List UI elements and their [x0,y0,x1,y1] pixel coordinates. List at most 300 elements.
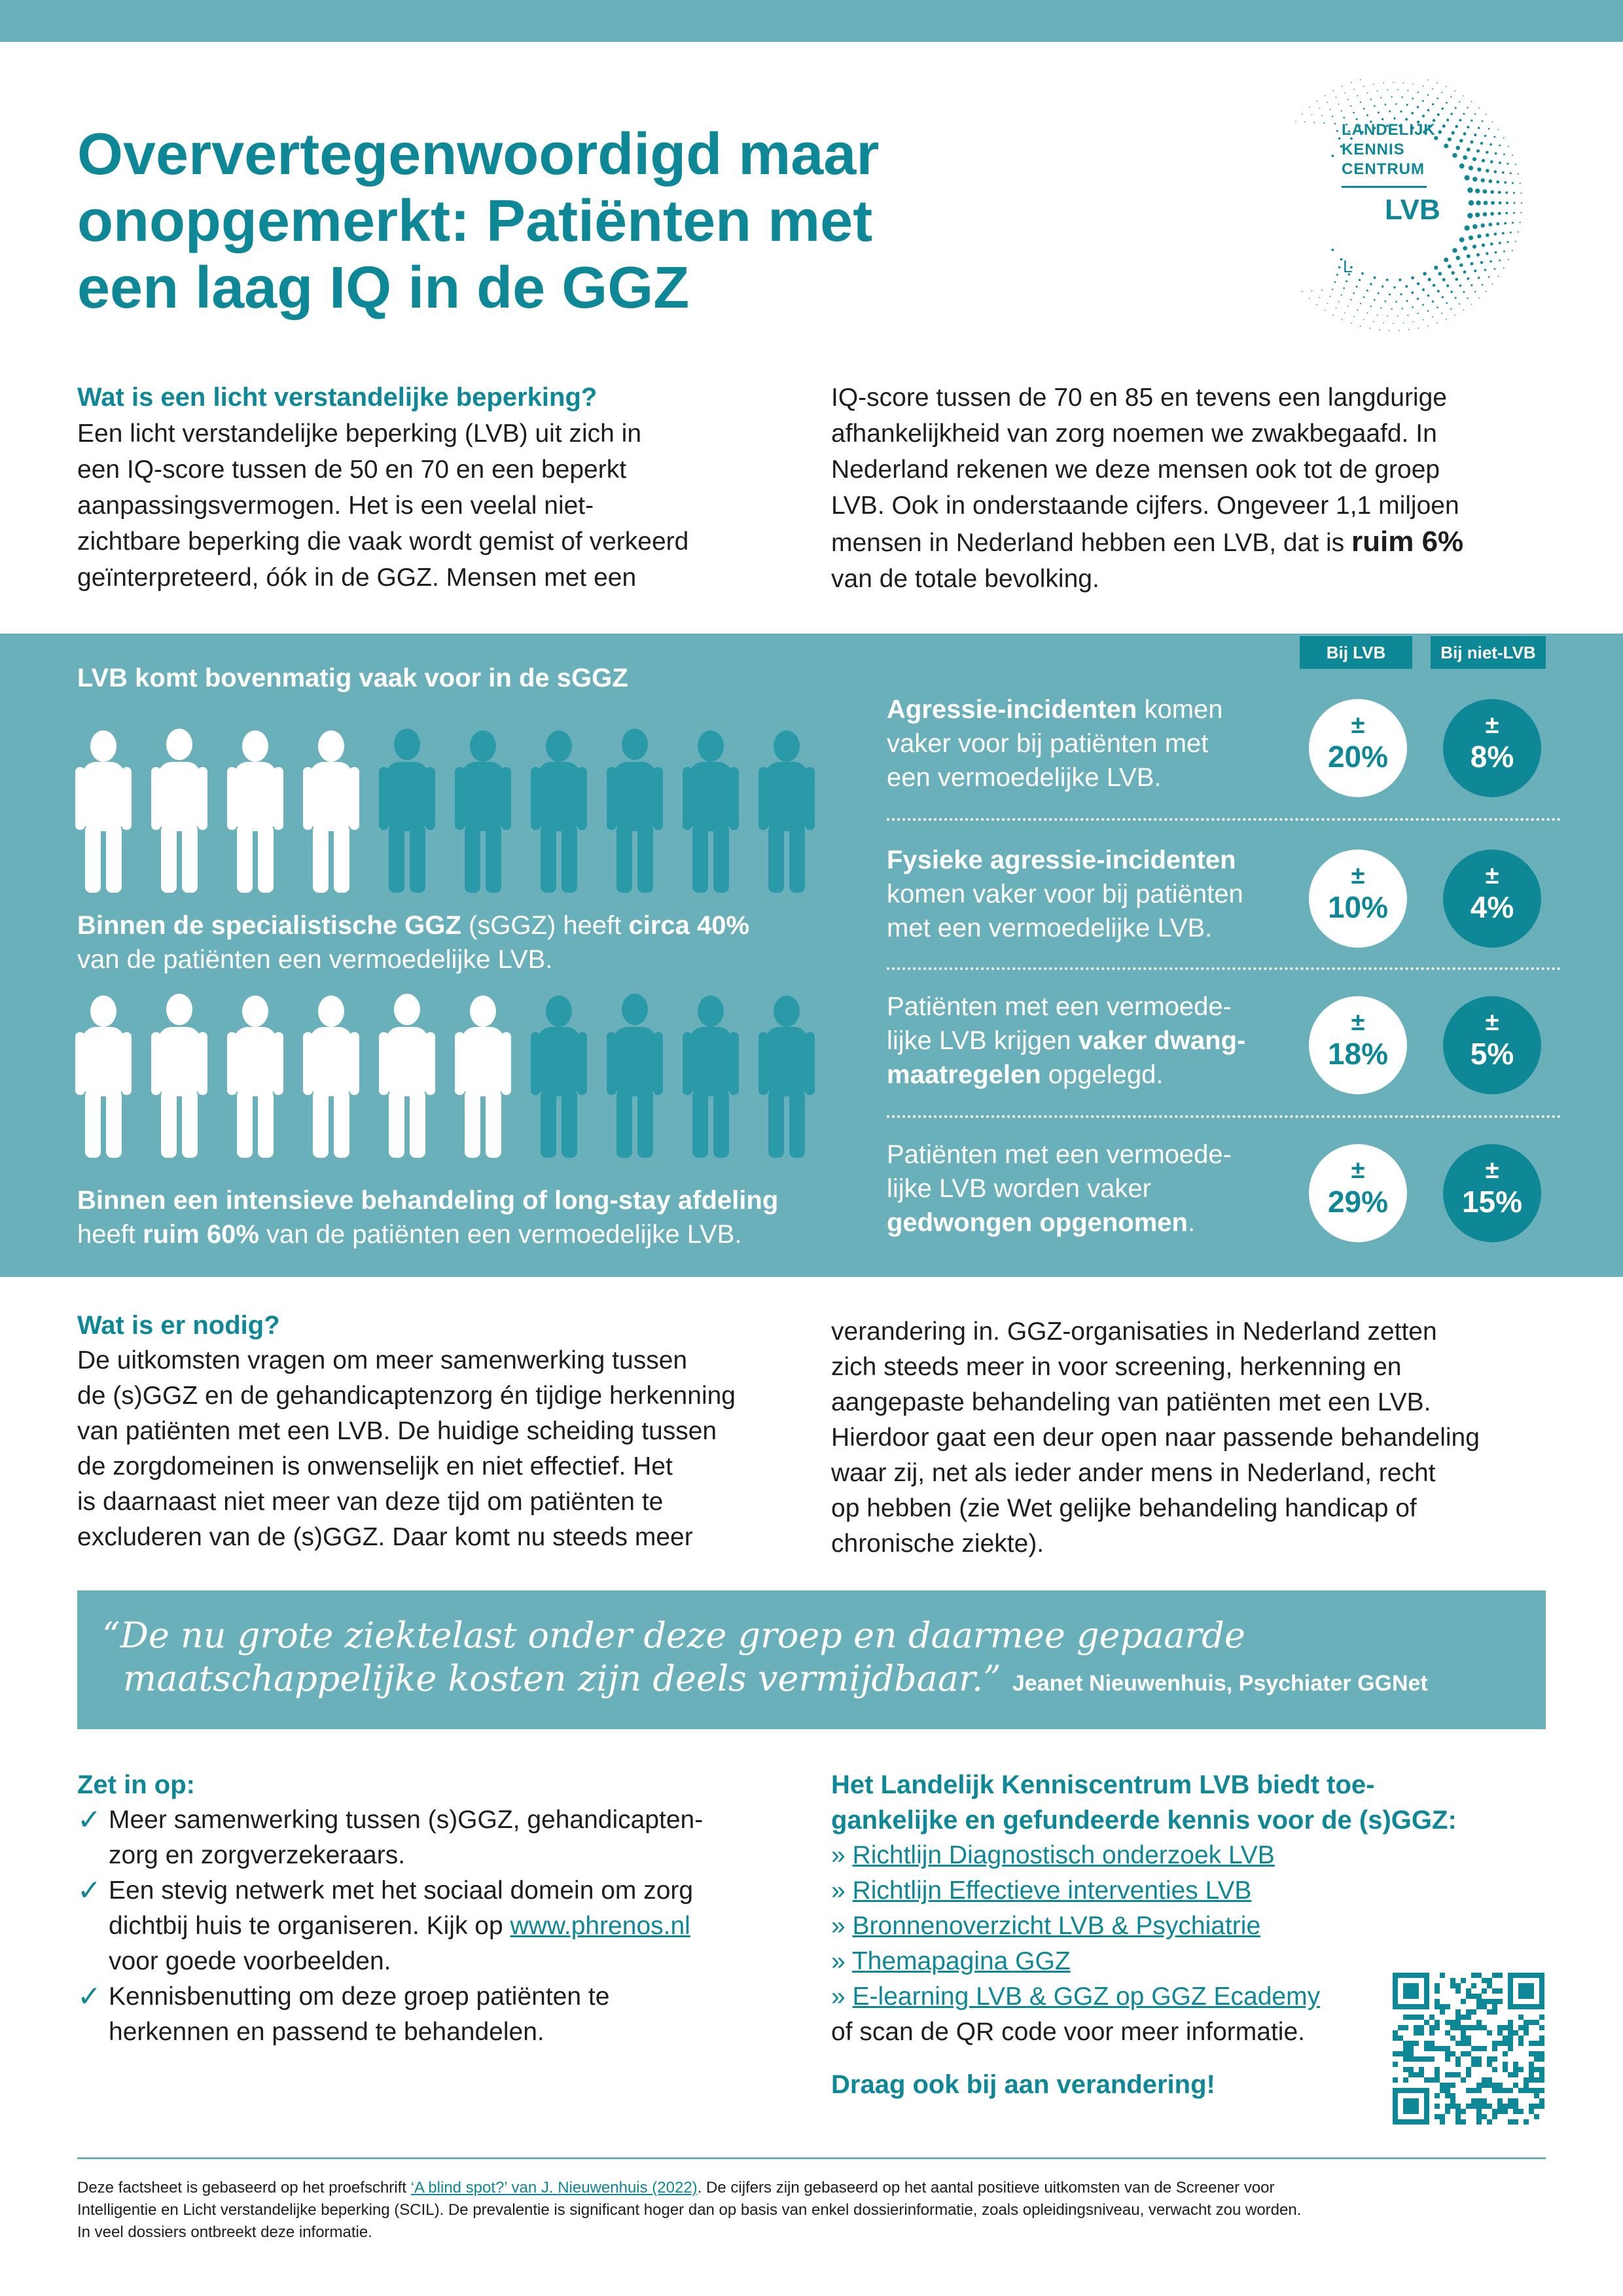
logo-dot [1405,285,1408,288]
logo-dot [1504,222,1507,224]
text-line: Hierdoor gaat een deur open naar passende behandeling [831,1424,1480,1452]
logo-dot [1333,90,1334,92]
logo-dot [1356,285,1358,287]
logo-dot [1478,277,1480,279]
logo-dot [1412,98,1414,99]
logo-dot [1423,86,1424,87]
text-line: de (s)GGZ en de gehandicaptenzorg én tijdige herkenning [77,1382,736,1410]
logo-dot [1427,310,1429,312]
logo-dot [1441,313,1442,314]
logo-dot [1387,315,1388,317]
logo-dot [1463,246,1467,251]
logo-dot [1482,120,1484,122]
logo-dot [1397,89,1399,90]
logo-dot [1382,285,1383,287]
logo-dot [1354,89,1355,90]
logo-dot [1446,302,1448,304]
logo-dot [1338,266,1340,268]
text-line: lijke LVB worden vaker [887,1174,1151,1203]
logo-dot [1363,319,1364,320]
logo-dot [1467,297,1468,298]
logo-dot [1513,192,1515,194]
logo-dot [1504,181,1507,184]
link-themapagina-ggz[interactable]: Themapagina GGZ [851,1947,1071,1975]
logo-dot [1336,308,1337,310]
dotted-divider [887,818,1561,821]
logo-dot [1385,103,1387,105]
logo-dot [1422,115,1425,117]
logo-dot [1492,121,1493,122]
logo-dot [1475,213,1480,217]
logo-dot [1427,295,1430,297]
link-richtlijn-interventies[interactable]: Richtlijn Effectieve interventies LVB [852,1876,1252,1905]
logo-dot [1515,241,1516,242]
logo-dot [1340,258,1343,260]
logo-dot [1459,285,1461,287]
logo-dot [1478,127,1480,129]
logo-dot [1478,107,1480,109]
logo-dot [1496,181,1499,184]
logo-dot [1498,129,1499,130]
link-richtlijn-diagnostisch[interactable]: Richtlijn Diagnostisch onderzoek LVB [852,1841,1275,1869]
logo-dot [1521,202,1522,204]
logo-dot [1374,299,1376,301]
logo-dot [1341,110,1342,111]
logo-dot [1438,272,1442,276]
logo-dot [1332,116,1333,117]
kc-link-item[interactable] [831,1838,1558,1873]
text-line: IQ-score tussen de 70 en 85 en tevens een langdurige [831,384,1447,412]
logo-dot [1361,272,1364,275]
logo-dot [1465,225,1470,230]
logo-dot [1351,323,1352,324]
logo-dot [1477,234,1481,238]
list-item [77,1979,797,2050]
logo-dot [1389,293,1391,295]
logo-dot [1402,96,1403,98]
person-figure [75,730,132,893]
stat-circle-non-lvb [1443,1144,1541,1242]
check-icon: ✓ [77,1874,101,1907]
logo-dot [1395,301,1397,303]
logo-text-line: LANDELIJK [1342,121,1436,139]
list-item [77,1803,797,1873]
qr-code-icon[interactable] [1393,1973,1544,2125]
people-figures-40-percent [65,720,825,897]
text-line: met een vermoedelijke LVB. [887,914,1213,942]
text-span: mensen in Nederland hebben een LVB, dat is [831,529,1345,557]
logo-dot [1494,268,1496,270]
logo-dot [1514,202,1516,204]
need-heading: Wat is er nodig? [77,1311,280,1340]
dotted-divider [887,1115,1561,1118]
logo-dot [1455,107,1457,109]
source-link[interactable]: ‘A blind spot?’ van J. Nieuwenhuis (2022) [410,2179,698,2197]
approx-sign: ± [1485,862,1499,889]
logo-dot [1427,79,1429,81]
stat-circle-non-lvb [1443,996,1541,1094]
logo-dot [1459,303,1460,304]
logo-dot [1482,284,1484,286]
logo-dot [1496,223,1499,226]
logo-dot [1360,303,1361,304]
logo-dot [1499,202,1502,205]
highlight-percentage: ruim 6% [1351,526,1464,558]
text-line: herkennen en passend te behandelen. [109,2018,544,2046]
person-figure [758,996,815,1158]
logo-dot [1494,232,1497,236]
logo-dot [1486,114,1487,115]
logo-dot [1336,97,1337,98]
column-header-non-lvb: Bij niet-LVB [1431,636,1546,669]
bullet-icon: » [831,1876,846,1905]
top-bar [0,0,1623,42]
logo-dot [1353,112,1355,114]
logo-dot [1360,101,1361,103]
logo-dot [1452,153,1457,158]
logo-dot [1333,315,1334,316]
logo-dot [1515,164,1516,165]
person-figure [151,728,207,893]
logo-dot [1370,283,1372,285]
text-line: Meer samenwerking tussen (s)GGZ, gehandicapten- [109,1806,704,1834]
logo-dot [1377,90,1378,92]
person-figure [379,728,435,893]
quote-span: maatschappelijke kosten zijn deels vermijdbaar.” [123,1658,1001,1699]
logo-dot [1336,274,1338,276]
logo-dot [1498,191,1501,194]
stat-circle-lvb [1309,850,1407,948]
logo-dot [1427,94,1429,96]
logo-dot [1499,162,1501,164]
text-line [77,1183,849,1217]
logo-dot [1503,268,1505,269]
logo-dot [1518,173,1519,175]
person-figure [227,730,283,893]
logo-dot [1495,152,1497,155]
stat-circle-non-lvb [1443,850,1541,948]
logo-dot [1417,282,1420,285]
text-line: waar zij, net als ieder ander mens in Nederland, recht [831,1459,1436,1487]
logo-dot [1344,92,1346,94]
logo-dot [1347,306,1349,307]
logo-dot [1389,111,1391,113]
logo-dot [1463,132,1467,135]
page-title [77,121,1059,321]
stat-row-forced-admission [887,1138,1561,1255]
logo-dot [1502,232,1505,235]
logo-dot [1469,200,1474,206]
logo-dot [1442,296,1444,298]
logo-dot [1350,299,1351,300]
logo-dot [1385,300,1387,302]
logo-dot [1492,283,1493,285]
stat-description [887,843,1293,945]
logo-dot [1393,323,1394,324]
logo-dot [1370,328,1371,329]
logo-dot [1459,139,1463,143]
text-line: aanpassingsvermogen. Het is een veelal niet- [77,492,594,520]
logo-dot [1330,109,1331,110]
logo-dot [1467,107,1468,108]
stat-circle-lvb [1309,996,1407,1094]
logo-dot [1319,297,1320,298]
text-bold: maatregelen [887,1060,1041,1089]
person-figure [683,730,739,893]
approx-sign: ± [1485,1009,1499,1036]
logo-dot [1334,123,1336,125]
column-header-lvb: Bij LVB [1300,636,1412,669]
logo-dot [1490,160,1493,164]
text-line: Patiënten met een vermoede- [887,1140,1232,1169]
logo-dot [1488,128,1490,130]
logo-dot [1313,122,1315,123]
text-line: aangepaste behandeling van patiënten met een LVB. [831,1388,1431,1416]
text-span: komen [1137,695,1223,724]
logo-dot [1427,325,1429,327]
logo-dot [1499,145,1501,147]
logo-dot [1437,290,1440,293]
logo-dot [1448,264,1452,268]
logo-dot [1332,289,1333,290]
logo-dot [1295,121,1296,122]
text-line: Een stevig netwerk met het sociaal domein om zorg [109,1876,694,1905]
logo-dot [1505,192,1508,194]
person-figure [227,996,283,1158]
logo-dot [1483,212,1488,217]
text-line: op hebben (zie Wet gelijke behandeling handicap of [831,1494,1417,1522]
logo-dot [1319,108,1320,109]
logo-dot [1347,99,1349,100]
logo-dot [1455,314,1456,315]
logo-dot [1518,231,1519,232]
text-span: heeft [77,1220,143,1249]
logo-dot [1378,112,1380,114]
bullet-icon: » [831,1912,846,1940]
logo-dot [1334,281,1336,283]
band-title: LVB komt bovenmatig vaak voor in de sGGZ [77,664,628,692]
logo-dot [1494,136,1496,138]
logo-dot [1332,154,1334,157]
text-bold: ruim 60% [143,1220,259,1249]
logo-dot [1432,103,1434,105]
logo-dot [1452,248,1457,253]
logo-dot [1325,310,1326,311]
text-line [109,1909,797,1944]
logo-dot [1499,242,1501,244]
logo-dot [1386,279,1389,281]
logo-dot [1418,92,1419,93]
kc-heading-line: Het Landelijk Kenniscentrum LVB biedt toe- [831,1770,1375,1799]
logo-dot [1325,95,1326,96]
stat-value: 8% [1470,740,1514,774]
phrenos-link[interactable]: www.phrenos.nl [510,1912,690,1940]
logo-dot [1475,188,1480,193]
logo-dot [1503,251,1505,253]
quote-line [102,1657,1529,1705]
logo-dot [1476,149,1480,152]
logo-dot [1311,115,1313,116]
person-figure [607,728,663,893]
logo-dot [1491,201,1495,205]
text-span: van de patiënten een vermoedelijke LVB. [259,1220,742,1249]
call-to-action: Draag ook bij aan verandering! [831,2070,1215,2099]
approx-sign: ± [1485,711,1499,739]
title-line: onopgemerkt: Patiënten met [77,188,873,254]
logo-dot [1463,155,1467,160]
text-line [77,908,849,942]
logo-dot [1428,278,1431,281]
intro-heading: Wat is een licht verstandelijke beperking? [77,383,597,412]
logo-dot [1502,171,1505,174]
need-right-column [831,1314,1558,1562]
logo-dot [1442,124,1446,128]
logo-text-line: KENNIS [1342,141,1405,158]
list-item [77,1873,797,1979]
logo-dot [1448,137,1452,141]
logo-dot [1463,96,1464,97]
logo-dot [1452,131,1455,134]
logo-dot [1360,325,1361,327]
logo-dot [1411,112,1414,115]
logo-dot [1472,224,1477,229]
logo-dot [1471,141,1474,144]
logo-dot [1520,212,1522,213]
logo-dot [1407,90,1408,91]
title-line: Oververtegenwoordigd maar [77,122,880,187]
logo-dot [1450,96,1452,98]
stat-value: 18% [1327,1037,1389,1071]
person-figure [75,996,132,1158]
logo-dot [1480,261,1483,264]
person-figure [455,996,511,1158]
logo-dot [1354,316,1355,317]
logo-dot [1408,329,1410,331]
logo-dot [1488,276,1490,278]
bullet-icon: » [831,1982,846,2011]
logo-dot [1467,126,1469,128]
logo-dot [1413,84,1414,85]
text-line: van de patiënten een vermoedelijke LVB. [77,945,553,974]
text-line [887,843,1293,877]
logo-dot [1489,143,1492,146]
text-line: Patiënten met een vermoede- [887,992,1232,1021]
logo-dot [1512,182,1514,184]
logo-dot [1508,259,1509,260]
logo-dot [1323,122,1325,124]
logo-dot [1441,92,1442,93]
logo-dot [1459,263,1463,267]
text-line [831,524,1551,561]
logo-dot [1455,278,1458,281]
logo-dot [1378,293,1380,295]
quote-box [77,1590,1546,1729]
kc-heading-line: gankelijke en gefundeerde kennis voor de (s)GGZ: [831,1806,1457,1835]
text-line: vaker voor bij patiënten met [887,729,1209,758]
logo-dot [1342,319,1343,320]
logo-dot [1391,96,1393,98]
kc-link-item[interactable] [831,1909,1558,1944]
logo-dot [1399,279,1401,281]
logo-dot [1344,312,1346,314]
link-bronnenoverzicht[interactable]: Bronnenoverzicht LVB & Psychiatrie [852,1912,1261,1940]
logo-dot [1446,285,1449,287]
logo-dot [1434,266,1438,270]
text-line: De uitkomsten vragen om meer samenwerking tussen [77,1346,688,1374]
text-line: een vermoedelijke LVB. [887,763,1162,792]
kc-link-item[interactable] [831,1873,1558,1909]
stat-value: 20% [1327,740,1389,774]
logo-dot [1391,308,1393,310]
text-line: chronische ziekte). [831,1530,1044,1558]
sggz-statement [77,908,849,977]
zet-list [77,1803,797,2050]
text-line [77,2177,1546,2199]
logo-dot [1507,163,1509,165]
logo-dot [1446,86,1447,87]
logo-dot [1402,308,1403,309]
logo-dot [1363,108,1365,110]
stat-description [887,990,1293,1092]
logo-dot [1316,304,1317,306]
logo-dot [1418,328,1419,329]
logo-dot [1342,86,1343,87]
logo-dot [1467,278,1469,280]
logo-dot [1503,154,1505,156]
zet-in-op-section [77,1767,797,2050]
stat-value: 4% [1470,890,1514,924]
logo-dot [1490,212,1494,216]
logo-dot [1417,106,1419,108]
stat-row-aggression [887,692,1561,810]
logo-dot [1407,315,1408,316]
logo-dot [1357,310,1358,311]
logo-dot [1373,84,1374,85]
stat-row-coercive-measures [887,990,1561,1107]
logo-dot [1450,291,1453,293]
logo-dot [1474,134,1476,136]
logo-dot [1327,102,1329,103]
person-figure [303,730,359,893]
logo-dot [1379,329,1380,331]
logo-dot [1474,291,1476,293]
stat-value: 5% [1470,1037,1514,1071]
bullet-icon: » [831,1841,846,1869]
logo-dot [1444,144,1448,149]
logo-dot [1366,312,1368,314]
logo-dot [1370,306,1372,307]
logo-dot [1486,233,1489,237]
logo-dot [1490,243,1493,246]
logo-dot [1366,115,1368,117]
stat-value: 10% [1327,890,1389,924]
link-e-learning[interactable]: E-learning LVB & GGZ op GGZ Ecademy [852,1982,1321,2011]
zet-heading: Zet in op: [77,1770,195,1799]
lkc-lvb-logo [1263,79,1551,340]
logo-dot [1357,95,1358,96]
text-line: Kennisbenutting om deze groep patiënten te [109,1982,610,2011]
logo-dot [1444,258,1448,262]
logo-dot [1505,212,1508,215]
logo-dot [1490,190,1494,194]
text-line: voor goede voorbeelden. [109,1947,391,1975]
text-line: Een licht verstandelijke beperking (LVB) uit zich in [77,420,642,448]
logo-dot [1463,113,1465,115]
stat-value: 29% [1327,1185,1389,1219]
logo-dot [1374,105,1376,107]
stat-description [887,692,1293,795]
text-line [887,692,1293,726]
